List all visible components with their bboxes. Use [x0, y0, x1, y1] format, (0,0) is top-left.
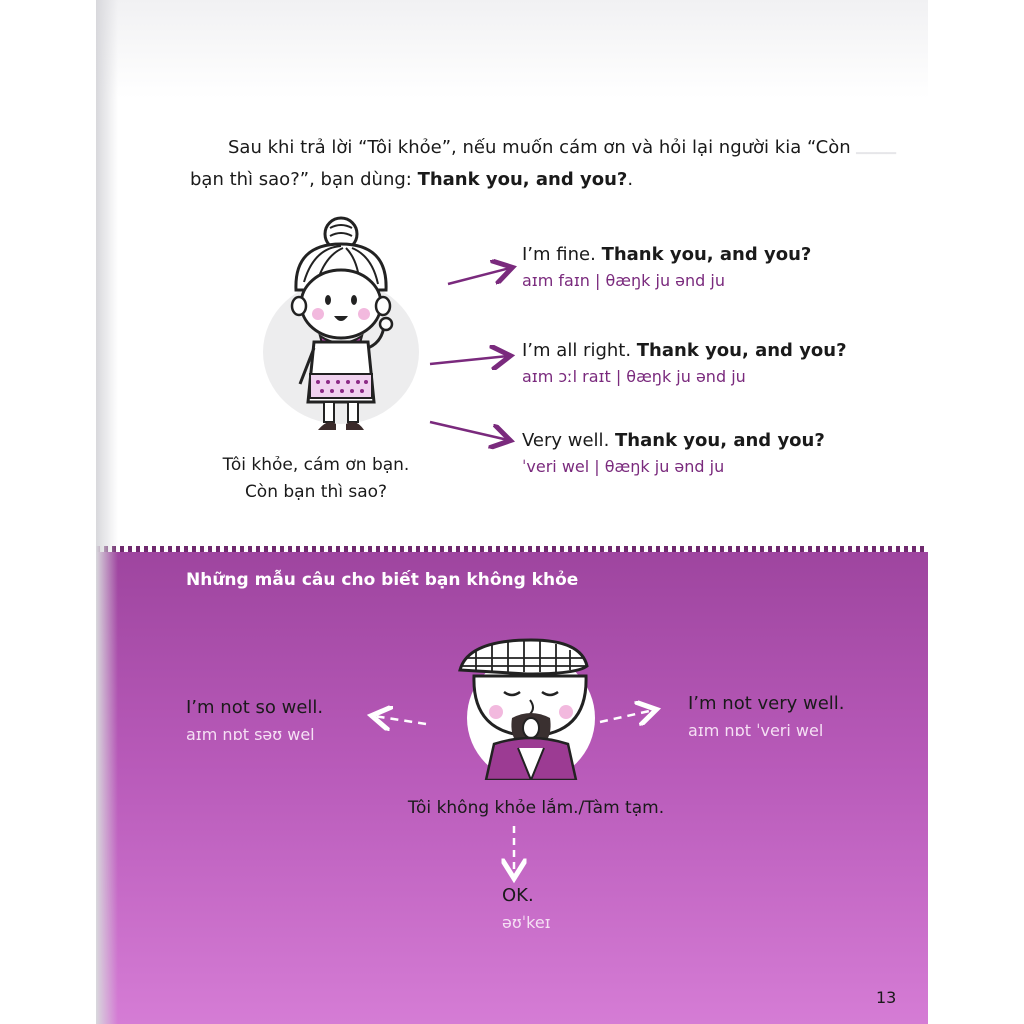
intro-end: .	[627, 169, 634, 190]
arrow-left	[374, 716, 426, 724]
section-title: Những mẫu câu cho biết bạn không khỏe	[186, 570, 579, 590]
girl-caption-line-1: Tôi khỏe, cám ơn bạn.	[222, 455, 410, 475]
phrase-arrows	[96, 0, 928, 1024]
reply-3-bold: Thank you, and you?	[615, 430, 825, 451]
reply-1-ipa: aɪm faɪn | θæŋk ju ənd ju	[522, 271, 725, 290]
reply-2-bold: Thank you, and you?	[636, 340, 847, 361]
phrase-right-ipa: aɪm nɒt ˈveri wel	[688, 721, 824, 740]
intro-bold-phrase: Thank you, and you?	[417, 169, 628, 190]
girl-caption-line-2: Còn bạn thì sao?	[244, 482, 388, 502]
reply-1-plain: I’m fine.	[522, 244, 602, 265]
reply-3-ipa: ˈveri wel | θæŋk ju ənd ju	[522, 457, 725, 476]
phrase-right	[688, 690, 845, 744]
phrase-left-ipa: aɪm nɒt səʊ wel	[186, 725, 315, 744]
phrase-right-en: I’m not very well.	[688, 693, 845, 714]
bleed-through-text: ▁▁▁▁	[856, 140, 896, 155]
phrase-left-en: I’m not so well.	[186, 697, 324, 718]
reply-2-ipa: aɪm ɔːl raɪt | θæŋk ju ənd ju	[522, 367, 746, 386]
book-page	[96, 0, 928, 1024]
page-number: 13	[876, 988, 897, 1007]
page-gutter-shadow	[96, 0, 118, 1024]
phrase-bottom-ipa: əʊˈkeɪ	[502, 913, 551, 932]
arrow-right	[600, 710, 654, 722]
phrase-bottom-en: OK.	[502, 885, 534, 906]
reply-1-bold: Thank you, and you?	[601, 244, 812, 265]
reply-2-plain: I’m all right.	[522, 340, 637, 361]
intro-text: Sau khi trả lời “Tôi khỏe”, nếu muốn cám ơn và hỏi lại người kia “Còn bạn thì sao?”, bạn dùng:	[190, 137, 851, 190]
phrase-bottom	[502, 882, 551, 936]
phrase-left	[186, 694, 323, 748]
man-caption: Tôi không khỏe lắm./Tàm tạm.	[407, 798, 665, 818]
reply-3-plain: Very well.	[522, 430, 616, 451]
